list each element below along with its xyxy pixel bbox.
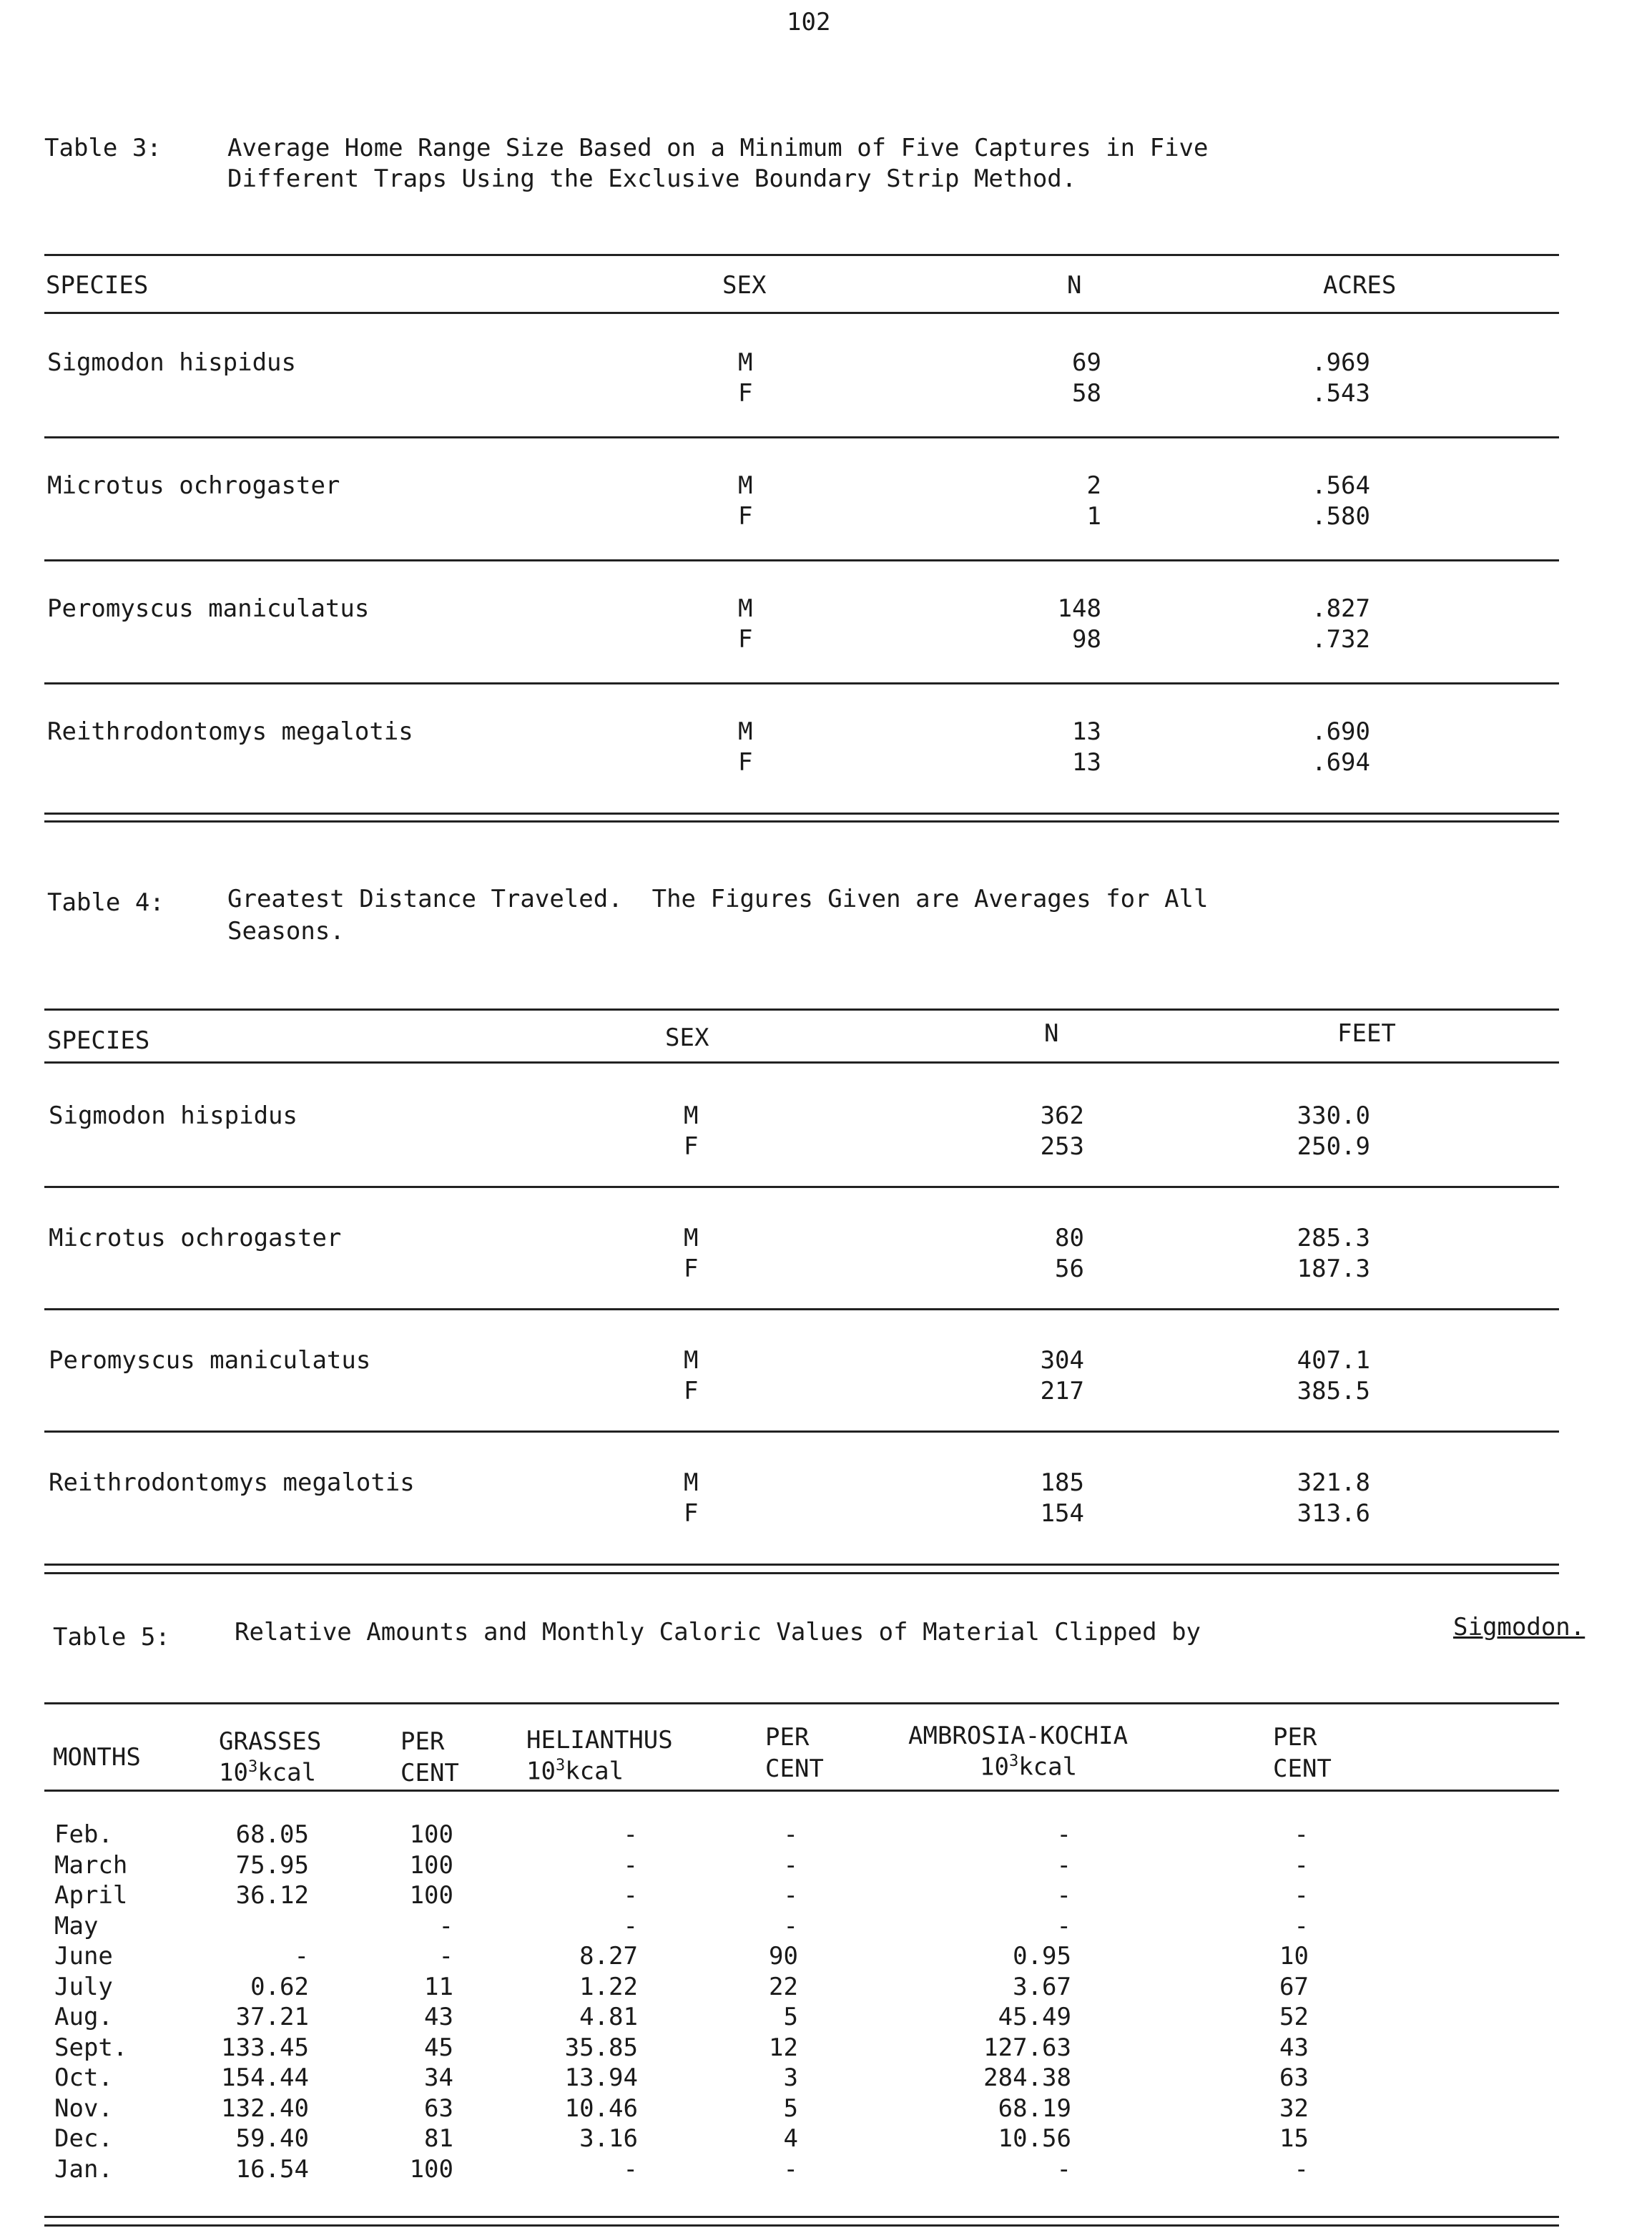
table3-species: Peromyscus maniculatus [47, 594, 370, 623]
table5-header-per3: PER [1273, 1723, 1317, 1752]
table3-sex: F [738, 379, 753, 408]
table3-sex: M [738, 717, 753, 746]
table4-value: 285.3 [1297, 1224, 1370, 1252]
t5-ambrosia-pct: 32 [1279, 2094, 1309, 2123]
t5-helianthus: 1.22 [579, 1972, 638, 2001]
t5-month: Sept. [54, 2033, 128, 2062]
t5-helianthus-pct: - [783, 1820, 798, 1849]
t5-helianthus-pct: 5 [783, 2094, 798, 2123]
table3-top-rule [44, 254, 1559, 256]
table4-sex: M [684, 1346, 699, 1375]
table4-sex: M [684, 1468, 699, 1497]
table5-bottom-rule-2 [44, 2224, 1559, 2227]
table3-value: .827 [1312, 594, 1370, 623]
t5-helianthus-pct: 3 [783, 2063, 798, 2092]
table3-n: 58 [1072, 379, 1101, 408]
t5-ambrosia: 68.19 [998, 2094, 1071, 2123]
t5-grasses-pct: 34 [424, 2063, 453, 2092]
table5-bottom-rule [44, 2216, 1559, 2218]
table3-value: .694 [1312, 748, 1370, 777]
table4-value: 250.9 [1297, 1132, 1370, 1161]
table5-label: Table 5: [53, 1623, 170, 1651]
table3-species: Microtus ochrogaster [47, 471, 340, 500]
t5-ambrosia-pct: 15 [1279, 2124, 1309, 2153]
table3-header-rule [44, 312, 1559, 314]
table4-n: 253 [1040, 1132, 1084, 1161]
t5-helianthus-pct: 22 [769, 1972, 798, 2001]
t5-grasses-pct: 45 [424, 2033, 453, 2062]
table3-sex: F [738, 625, 753, 654]
table5-header-grasses: GRASSES [219, 1727, 322, 1756]
table3-n: 98 [1072, 625, 1101, 654]
table3-value: .732 [1312, 625, 1370, 654]
table5-header-per2: PER [765, 1723, 810, 1752]
t5-grasses-pct: 100 [409, 2154, 453, 2184]
table4-n: 362 [1040, 1101, 1084, 1130]
t5-ambrosia-pct: - [1294, 1850, 1309, 1880]
t5-helianthus-pct: - [783, 1881, 798, 1910]
t5-helianthus: - [623, 1820, 638, 1849]
table5-header-per1: PER [400, 1727, 445, 1756]
table4-caption-line2: Seasons. [227, 917, 345, 946]
table3-species: Reithrodontomys megalotis [47, 717, 413, 746]
table3-n: 13 [1072, 717, 1101, 746]
t5-grasses-pct: 100 [409, 1881, 453, 1910]
table4-value: 321.8 [1297, 1468, 1370, 1497]
table3-row-divider [44, 436, 1559, 438]
table3-bottom-rule-2 [44, 820, 1559, 823]
t5-month: Oct. [54, 2063, 113, 2092]
t5-ambrosia: - [1056, 1850, 1071, 1880]
t5-grasses-pct: - [438, 1911, 453, 1940]
t5-month: June [54, 1942, 113, 1970]
t5-ambrosia: 10.56 [998, 2124, 1071, 2153]
table4-header-sex: SEX [665, 1024, 709, 1052]
table5-header-cent2: CENT [765, 1754, 824, 1783]
table4-sex: F [684, 1377, 699, 1405]
table5-header-helianthus-unit: $10^3kcal$ [526, 1757, 624, 1786]
t5-grasses: 132.40 [221, 2094, 309, 2123]
table4-value: 313.6 [1297, 1499, 1370, 1528]
table3-row-divider [44, 559, 1559, 561]
table4-n: 185 [1040, 1468, 1084, 1497]
t5-helianthus: 4.81 [579, 2003, 638, 2031]
t5-grasses: 0.62 [250, 1972, 309, 2001]
table4-row-divider [44, 1186, 1559, 1188]
table4-bottom-rule [44, 1564, 1559, 1566]
t5-helianthus: 35.85 [564, 2033, 638, 2062]
table4-header-species: SPECIES [47, 1026, 150, 1055]
t5-helianthus-pct: 5 [783, 2003, 798, 2031]
t5-ambrosia: - [1056, 2154, 1071, 2184]
table4-species: Peromyscus maniculatus [49, 1346, 371, 1375]
table5-header-cent3: CENT [1273, 1754, 1332, 1783]
table4-sex: F [684, 1132, 699, 1161]
t5-helianthus: - [623, 1911, 638, 1940]
t5-ambrosia-pct: - [1294, 1881, 1309, 1910]
t5-grasses-pct: 43 [424, 2003, 453, 2031]
t5-month: April [54, 1881, 128, 1910]
table4-sex: M [684, 1101, 699, 1130]
table5-header-ambrosia: AMBROSIA-KOCHIA [908, 1722, 1129, 1750]
t5-grasses-pct: 100 [409, 1850, 453, 1880]
t5-helianthus-pct: - [783, 1911, 798, 1940]
table3-sex: M [738, 594, 753, 623]
t5-ambrosia-pct: - [1294, 2154, 1309, 2184]
table3-caption-line2: Different Traps Using the Exclusive Boundary Strip Method. [227, 165, 1077, 193]
table3-sex: M [738, 471, 753, 500]
table4-species: Sigmodon hispidus [49, 1101, 298, 1130]
table3-n: 13 [1072, 748, 1101, 777]
t5-helianthus: 13.94 [564, 2063, 638, 2092]
table3-bottom-rule [44, 813, 1559, 815]
t5-month: Feb. [54, 1820, 113, 1849]
table3-species: Sigmodon hispidus [47, 348, 296, 377]
table4-label: Table 4: [47, 888, 164, 917]
table3-n: 2 [1086, 471, 1101, 500]
table3-value: .969 [1312, 348, 1370, 377]
table3-header-n: N [1067, 271, 1082, 300]
t5-ambrosia-pct: - [1294, 1820, 1309, 1849]
table5-caption-genus: Sigmodon. [1453, 1613, 1585, 1641]
page-number: 102 [787, 8, 831, 36]
table4-value: 330.0 [1297, 1101, 1370, 1130]
table5-header-cent1: CENT [400, 1759, 459, 1787]
t5-month: Aug. [54, 2003, 113, 2031]
table3-header-species: SPECIES [46, 271, 149, 300]
t5-grasses: 154.44 [221, 2063, 309, 2092]
t5-ambrosia: - [1056, 1911, 1071, 1940]
t5-grasses: - [294, 1942, 309, 1970]
t5-grasses: 16.54 [235, 2154, 309, 2184]
t5-month: Jan. [54, 2154, 113, 2184]
table3-caption-line1: Average Home Range Size Based on a Minimum of Five Captures in Five [227, 134, 1209, 162]
table3-header-sex: SEX [722, 271, 767, 300]
t5-ambrosia-pct: - [1294, 1911, 1309, 1940]
table4-row-divider [44, 1308, 1559, 1310]
table4-n: 304 [1040, 1346, 1084, 1375]
t5-ambrosia: 0.95 [1013, 1942, 1071, 1970]
t5-ambrosia-pct: 52 [1279, 2003, 1309, 2031]
table3-value: .543 [1312, 379, 1370, 408]
table3-n: 1 [1086, 502, 1101, 531]
t5-grasses-pct: 11 [424, 1972, 453, 2001]
t5-helianthus-pct: - [783, 1850, 798, 1880]
t5-helianthus-pct: 90 [769, 1942, 798, 1970]
t5-helianthus: 10.46 [564, 2094, 638, 2123]
t5-grasses: 59.40 [235, 2124, 309, 2153]
t5-month: Dec. [54, 2124, 113, 2153]
t5-month: May [54, 1911, 99, 1940]
table4-n: 56 [1055, 1255, 1084, 1283]
table4-caption-line1: Greatest Distance Traveled. The Figures Given are Averages for All [227, 885, 1209, 913]
t5-grasses-pct: 100 [409, 1820, 453, 1849]
table3-header-acres: ACRES [1323, 271, 1397, 300]
table3-sex: F [738, 502, 753, 531]
t5-grasses: 75.95 [235, 1850, 309, 1880]
t5-helianthus-pct: 4 [783, 2124, 798, 2153]
t5-helianthus: 3.16 [579, 2124, 638, 2153]
t5-grasses: 68.05 [235, 1820, 309, 1849]
table3-sex: F [738, 748, 753, 777]
table4-species: Reithrodontomys megalotis [49, 1468, 415, 1497]
t5-ambrosia-pct: 43 [1279, 2033, 1309, 2062]
t5-helianthus: - [623, 1881, 638, 1910]
t5-helianthus-pct: 12 [769, 2033, 798, 2062]
table3-label: Table 3: [44, 134, 162, 162]
table4-n: 154 [1040, 1499, 1084, 1528]
t5-grasses-pct: - [438, 1942, 453, 1970]
table4-species: Microtus ochrogaster [49, 1224, 342, 1252]
t5-grasses-pct: 63 [424, 2094, 453, 2123]
table4-bottom-rule-2 [44, 1572, 1559, 1574]
t5-month: March [54, 1850, 128, 1880]
t5-ambrosia-pct: 67 [1279, 1972, 1309, 2001]
t5-helianthus: - [623, 1850, 638, 1880]
table4-sex: F [684, 1255, 699, 1283]
t5-month: Nov. [54, 2094, 113, 2123]
table4-top-rule [44, 1008, 1559, 1011]
table4-value: 407.1 [1297, 1346, 1370, 1375]
table4-n: 80 [1055, 1224, 1084, 1252]
table5-header-months: MONTHS [53, 1743, 141, 1772]
table4-row-divider [44, 1430, 1559, 1433]
table4-value: 187.3 [1297, 1255, 1370, 1283]
t5-ambrosia: 127.63 [983, 2033, 1071, 2062]
table5-header-rule [44, 1790, 1559, 1792]
table5-header-helianthus: HELIANTHUS [526, 1726, 673, 1754]
table5-header-grasses-unit: $10^3kcal$ [219, 1758, 317, 1787]
t5-ambrosia: 284.38 [983, 2063, 1071, 2092]
table3-value: .690 [1312, 717, 1370, 746]
table4-sex: F [684, 1499, 699, 1528]
table3-n: 148 [1057, 594, 1101, 623]
t5-ambrosia: - [1056, 1881, 1071, 1910]
t5-ambrosia-pct: 10 [1279, 1942, 1309, 1970]
table5-header-ambrosia-unit: $10^3kcal$ [980, 1752, 1078, 1782]
t5-ambrosia: - [1056, 1820, 1071, 1849]
t5-grasses: 37.21 [235, 2003, 309, 2031]
t5-ambrosia: 45.49 [998, 2003, 1071, 2031]
table4-header-feet: FEET [1337, 1019, 1396, 1048]
t5-grasses: 133.45 [221, 2033, 309, 2062]
table4-sex: M [684, 1224, 699, 1252]
t5-grasses: 36.12 [235, 1881, 309, 1910]
table4-n: 217 [1040, 1377, 1084, 1405]
t5-ambrosia: 3.67 [1013, 1972, 1071, 2001]
table3-value: .580 [1312, 502, 1370, 531]
table3-sex: M [738, 348, 753, 377]
table3-value: .564 [1312, 471, 1370, 500]
t5-grasses-pct: 81 [424, 2124, 453, 2153]
table4-value: 385.5 [1297, 1377, 1370, 1405]
t5-helianthus: - [623, 2154, 638, 2184]
table3-row-divider [44, 682, 1559, 684]
t5-helianthus-pct: - [783, 2154, 798, 2184]
table5-caption: Relative Amounts and Monthly Caloric Values of Material Clipped by [235, 1618, 1201, 1646]
table4-header-n: N [1044, 1019, 1059, 1048]
table4-header-rule [44, 1061, 1559, 1064]
table3-n: 69 [1072, 348, 1101, 377]
table5-top-rule [44, 1702, 1559, 1704]
t5-ambrosia-pct: 63 [1279, 2063, 1309, 2092]
t5-helianthus: 8.27 [579, 1942, 638, 1970]
t5-month: July [54, 1972, 113, 2001]
